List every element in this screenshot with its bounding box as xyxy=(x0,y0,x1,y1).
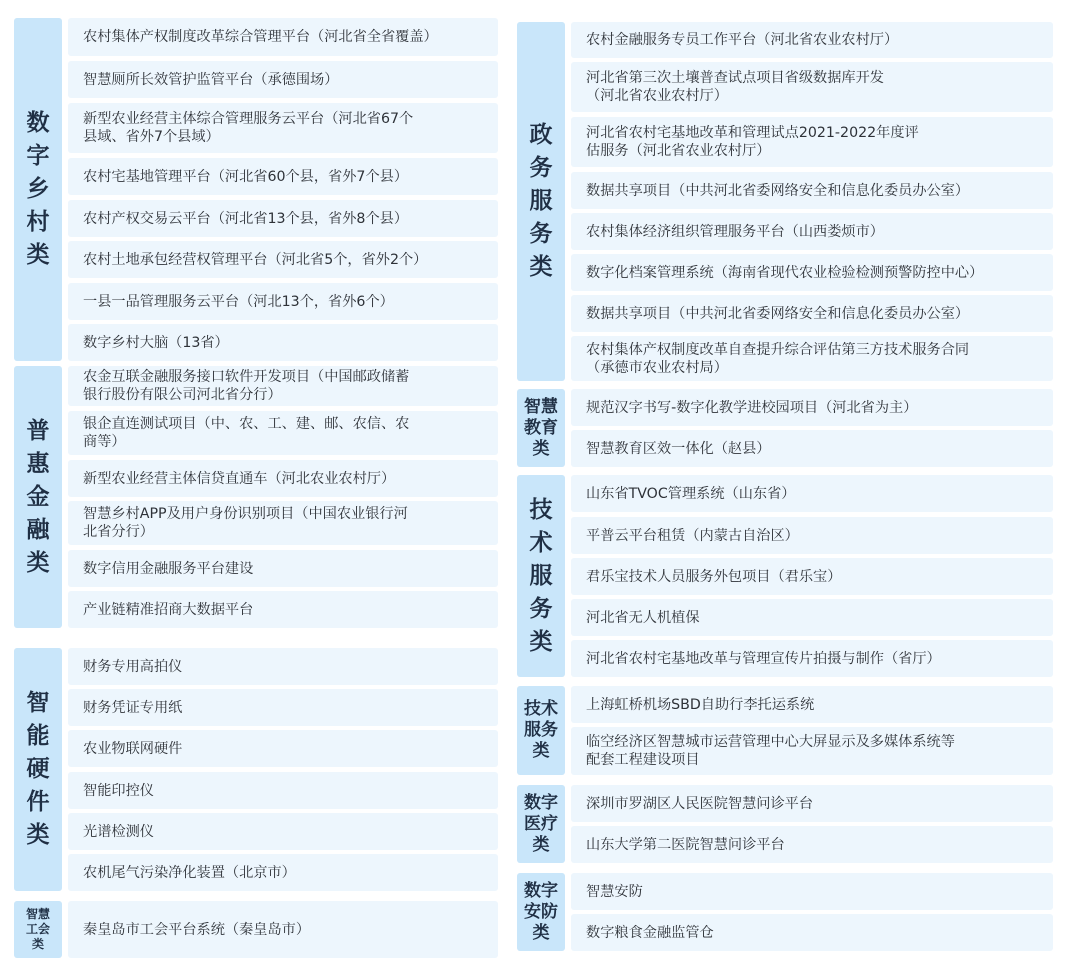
project-item: 新型农业经营主体综合管理服务云平台（河北省67个 县域、省外7个县域） xyxy=(68,103,498,153)
project-item: 农村集体产权制度改革自查提升综合评估第三方技术服务合同 （承德市农业农村局） xyxy=(571,336,1053,381)
category-group xyxy=(14,18,498,361)
project-item: 秦皇岛市工会平台系统（秦皇岛市） xyxy=(68,901,498,958)
project-item: 数据共享项目（中共河北省委网络安全和信息化委员办公室） xyxy=(571,172,1053,209)
item-list xyxy=(68,366,498,628)
category-group xyxy=(14,648,498,891)
project-item: 数字信用金融服务平台建设 xyxy=(68,550,498,587)
category-group xyxy=(14,366,498,628)
project-item: 光谱检测仪 xyxy=(68,813,498,850)
project-item: 农村集体产权制度改革综合管理平台（河北省全省覆盖） xyxy=(68,18,498,56)
category-text: 数 字 乡 村 类 xyxy=(26,110,50,268)
project-item: 新型农业经营主体信贷直通车（河北农业农村厅） xyxy=(68,460,498,497)
category-text: 智 能 硬 件 类 xyxy=(26,690,50,848)
category-label xyxy=(14,18,62,361)
category-group xyxy=(517,686,1053,775)
project-item: 智慧教育区效一体化（赵县） xyxy=(571,430,1053,467)
project-item: 农业物联网硬件 xyxy=(68,730,498,767)
category-text: 技术 服务 类 xyxy=(524,699,558,761)
project-item: 河北省第三次土壤普查试点项目省级数据库开发 （河北省农业农村厅） xyxy=(571,62,1053,112)
project-item: 农村宅基地管理平台（河北省60个县，省外7个县） xyxy=(68,158,498,195)
category-text: 智慧 工会 类 xyxy=(25,907,50,951)
item-list xyxy=(68,18,498,361)
project-item: 智能印控仪 xyxy=(68,772,498,809)
category-text: 政 务 服 务 类 xyxy=(529,122,553,280)
category-label xyxy=(14,901,62,958)
project-item: 智慧乡村APP及用户身份识别项目（中国农业银行河 北省分行） xyxy=(68,501,498,545)
project-item: 山东省TVOC管理系统（山东省） xyxy=(571,475,1053,512)
project-item: 河北省农村宅基地改革和管理试点2021-2022年度评 估服务（河北省农业农村厅） xyxy=(571,117,1053,167)
project-item: 农村金融服务专员工作平台（河北省农业农村厅） xyxy=(571,22,1053,58)
category-label xyxy=(517,785,565,863)
category-group xyxy=(517,475,1053,677)
category-label xyxy=(14,366,62,628)
category-group xyxy=(517,873,1053,951)
project-item: 财务专用高拍仪 xyxy=(68,648,498,685)
project-item: 产业链精准招商大数据平台 xyxy=(68,591,498,628)
category-text: 数字 医疗 类 xyxy=(524,792,558,855)
project-item: 农村产权交易云平台（河北省13个县，省外8个县） xyxy=(68,200,498,237)
category-text: 普 惠 金 融 类 xyxy=(26,417,50,576)
project-item: 山东大学第二医院智慧问诊平台 xyxy=(571,826,1053,863)
project-item: 数字化档案管理系统（海南省现代农业检验检测预警防控中心） xyxy=(571,254,1053,291)
project-item: 数字乡村大脑（13省） xyxy=(68,324,498,361)
project-item: 智慧安防 xyxy=(571,873,1053,910)
category-text: 数字 安防 类 xyxy=(524,880,558,943)
project-item: 临空经济区智慧城市运营管理中心大屏显示及多媒体系统等 配套工程建设项目 xyxy=(571,727,1053,775)
project-item: 农金互联金融服务接口软件开发项目（中国邮政储蓄 银行股份有限公司河北省分行） xyxy=(68,366,498,406)
category-group xyxy=(517,389,1053,467)
project-item: 君乐宝技术人员服务外包项目（君乐宝） xyxy=(571,558,1053,595)
category-label xyxy=(517,475,565,677)
project-item: 财务凭证专用纸 xyxy=(68,689,498,726)
item-list xyxy=(571,475,1053,677)
project-item: 规范汉字书写-数字化教学进校园项目（河北省为主） xyxy=(571,389,1053,426)
category-group xyxy=(517,785,1053,863)
category-text: 智慧 教育 类 xyxy=(524,396,558,459)
project-item: 农村土地承包经营权管理平台（河北省5个，省外2个） xyxy=(68,241,498,278)
category-group xyxy=(14,901,498,958)
category-label xyxy=(517,389,565,467)
category-label xyxy=(14,648,62,891)
category-label xyxy=(517,22,565,381)
project-item: 河北省无人机植保 xyxy=(571,599,1053,636)
project-item: 智慧厕所长效管护监管平台（承德围场） xyxy=(68,61,498,98)
project-item: 农机尾气污染净化装置（北京市） xyxy=(68,854,498,891)
project-item: 深圳市罗湖区人民医院智慧问诊平台 xyxy=(571,785,1053,822)
item-list xyxy=(571,22,1053,381)
project-item: 河北省农村宅基地改革与管理宣传片拍摄与制作（省厅） xyxy=(571,640,1053,677)
item-list xyxy=(68,648,498,891)
item-list xyxy=(571,389,1053,467)
item-list xyxy=(571,785,1053,863)
project-item: 数字粮食金融监管仓 xyxy=(571,914,1053,951)
category-label xyxy=(517,686,565,775)
project-item: 数据共享项目（中共河北省委网络安全和信息化委员办公室） xyxy=(571,295,1053,332)
project-item: 农村集体经济组织管理服务平台（山西娄烦市） xyxy=(571,213,1053,250)
project-item: 银企直连测试项目（中、农、工、建、邮、农信、农 商等） xyxy=(68,411,498,455)
category-text: 技 术 服 务 类 xyxy=(529,496,553,655)
project-item: 上海虹桥机场SBD自助行李托运系统 xyxy=(571,686,1053,723)
item-list xyxy=(571,873,1053,951)
project-item: 一县一品管理服务云平台（河北13个，省外6个） xyxy=(68,283,498,320)
project-item: 平普云平台租赁（内蒙古自治区） xyxy=(571,517,1053,554)
category-group xyxy=(517,22,1053,381)
item-list xyxy=(68,901,498,958)
category-label xyxy=(517,873,565,951)
item-list xyxy=(571,686,1053,775)
